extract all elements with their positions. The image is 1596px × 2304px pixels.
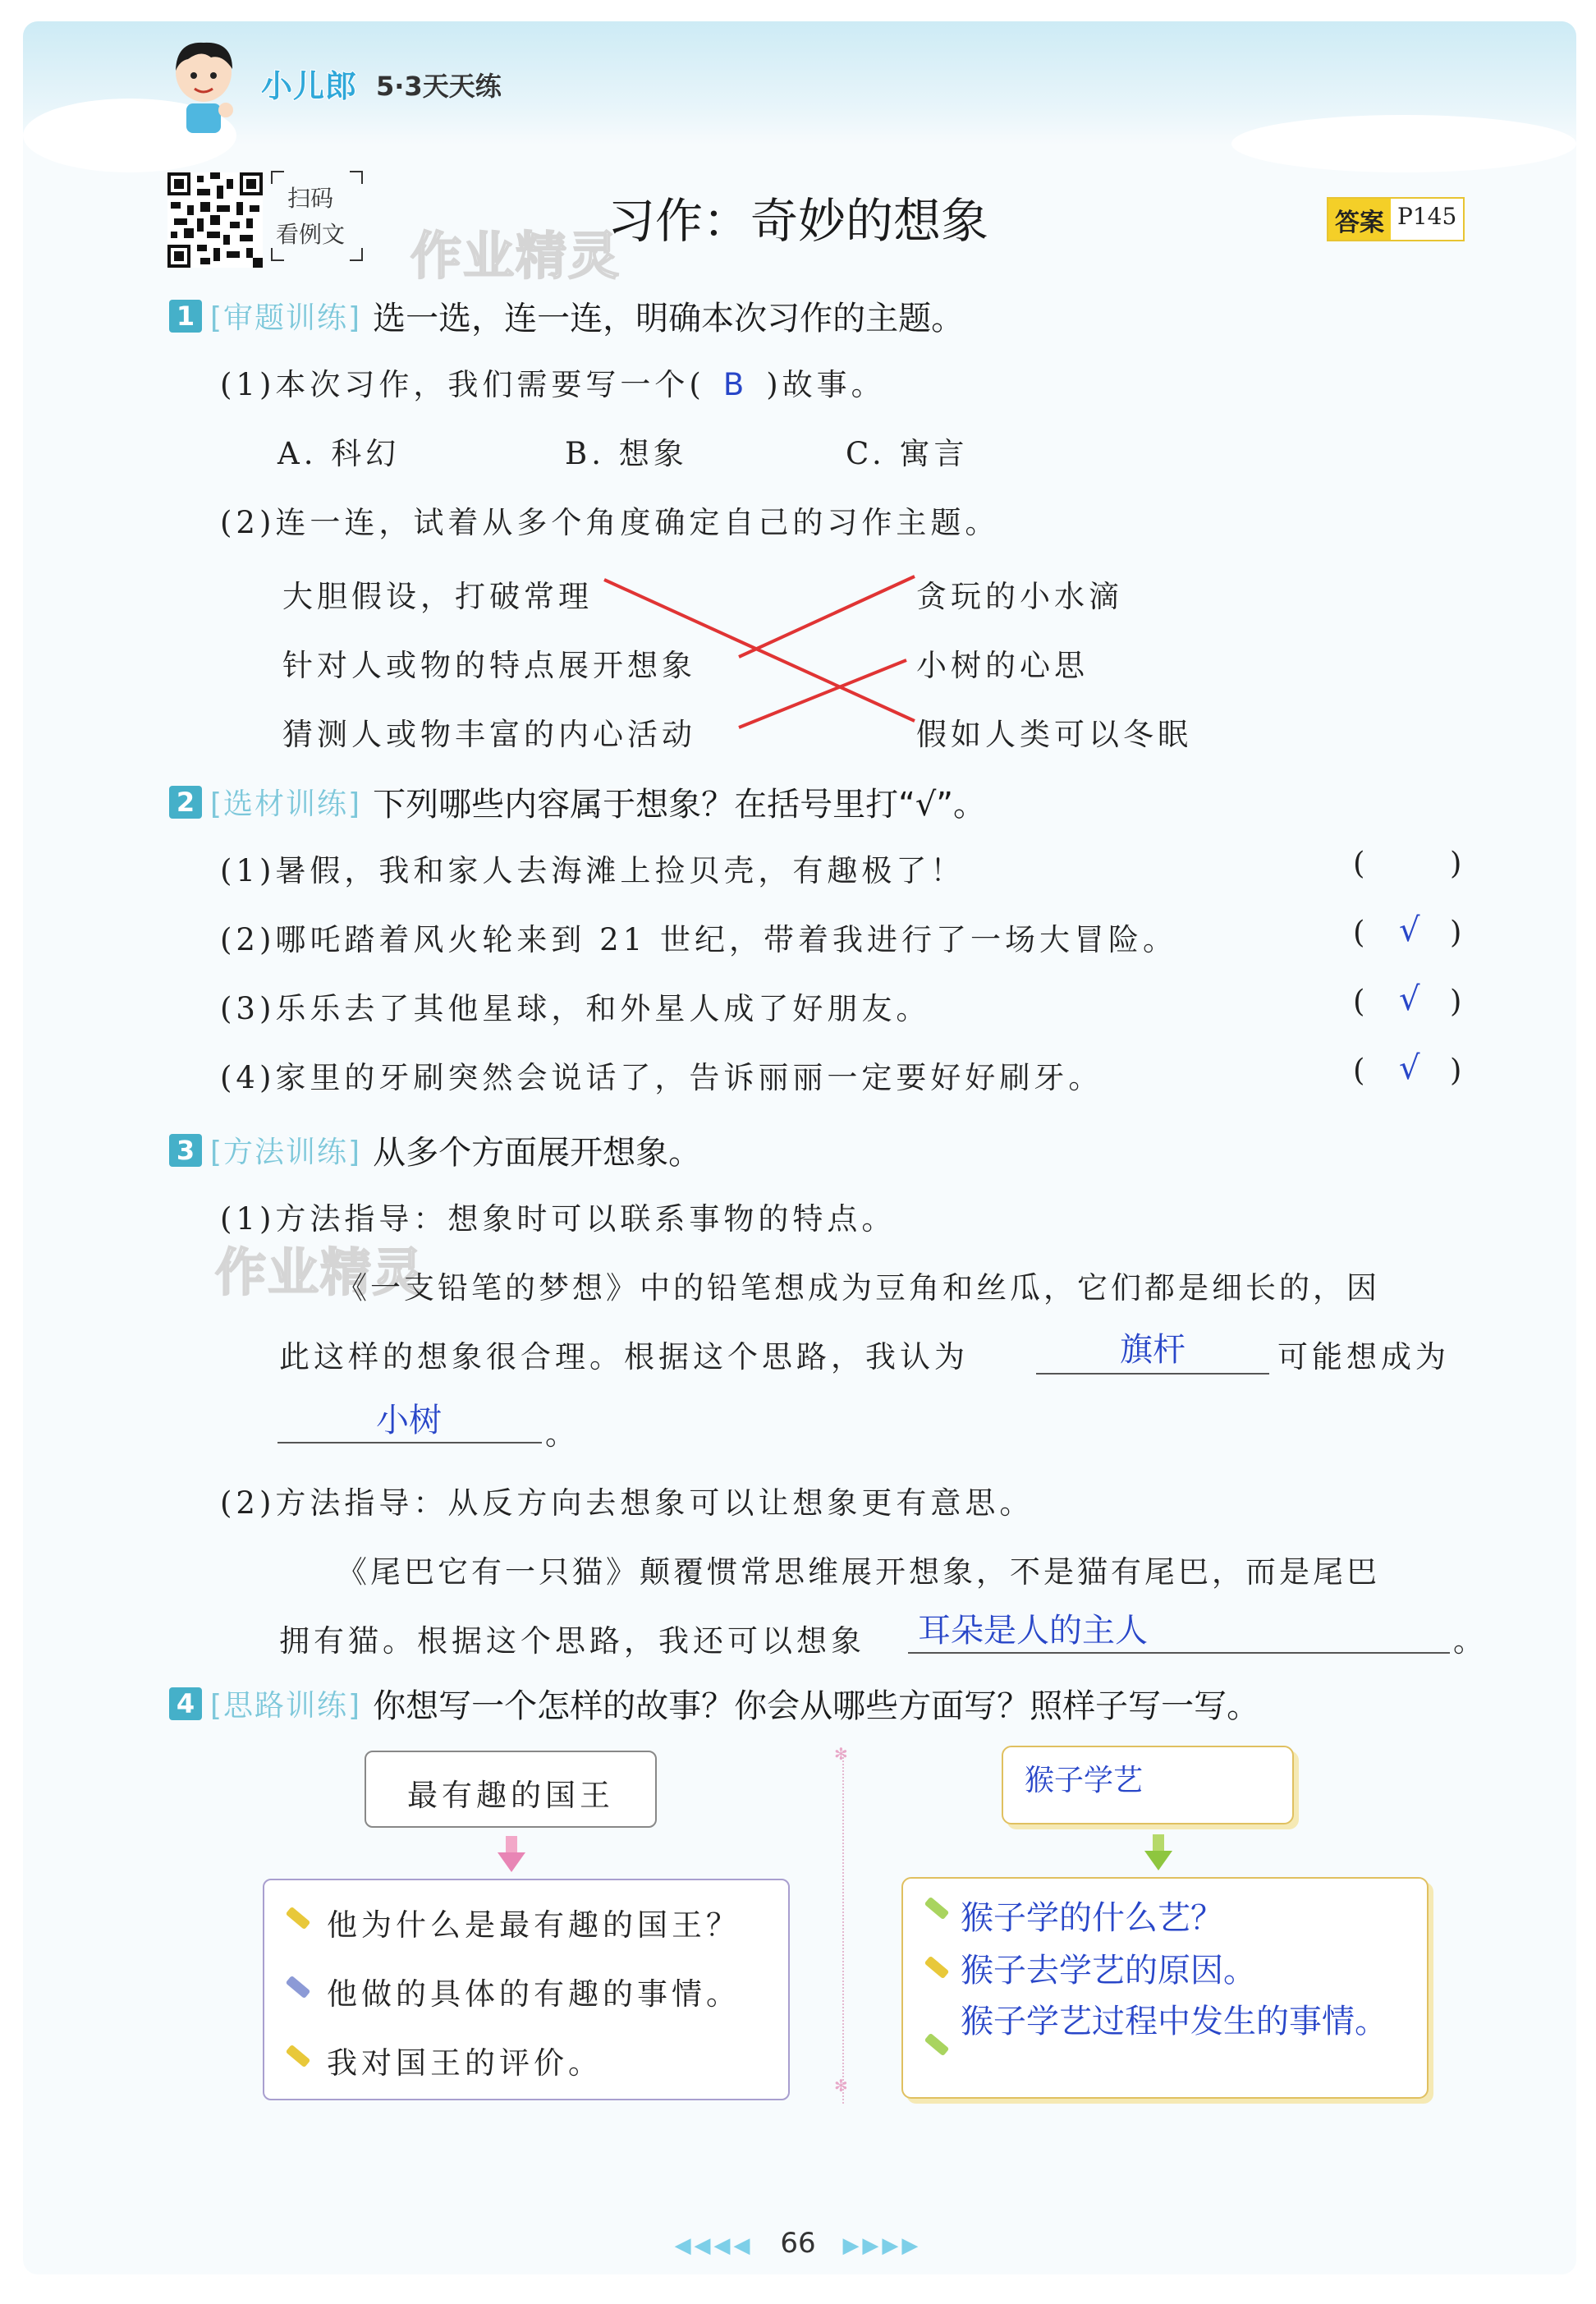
- watermark: 作业精灵: [410, 226, 621, 286]
- match-right-item[interactable]: 假如人类可以冬眠: [916, 717, 1192, 752]
- answer-parentheses[interactable]: (: [1353, 915, 1365, 950]
- example-points-box: [263, 1879, 790, 2100]
- question-1-1: (1)本次习作，我们需要写一个( B )故事。: [220, 367, 886, 402]
- method-guide-2: (2)方法指导：从反方向去想象可以让想象更有意思。: [220, 1485, 1034, 1521]
- handwritten-answer: 猴子学的什么艺？: [961, 1899, 1223, 1937]
- brand-logo: 小儿郎: [261, 68, 358, 104]
- answer-title-box[interactable]: [1002, 1746, 1294, 1824]
- match-left-item[interactable]: 大胆假设，打破常理: [282, 579, 593, 614]
- pencil-bullet-icon: [924, 1956, 950, 1979]
- section-instruction: 选一选，连一连，明确本次习作的主题。: [373, 300, 965, 337]
- answer-parentheses[interactable]: (: [1353, 984, 1365, 1019]
- match-left-item[interactable]: 猜测人或物丰富的内心活动: [282, 717, 696, 752]
- match-right-item[interactable]: 贪玩的小水滴: [916, 579, 1123, 614]
- example-point: 他为什么是最有趣的国王？: [327, 1907, 741, 1943]
- answer-parentheses: ): [1450, 846, 1462, 881]
- paragraph-line: 拥有猫。根据这个思路，我还可以想象: [279, 1623, 865, 1659]
- check-mark: √: [1399, 980, 1420, 1018]
- option-a: A. 科幻: [277, 436, 401, 471]
- answer-parentheses: ): [1450, 915, 1462, 950]
- section-4-header: [169, 1680, 1259, 1727]
- question-1-2: (2)连一连，试着从多个角度确定自己的习作主题。: [220, 505, 1000, 540]
- match-left-item[interactable]: 针对人或物的特点展开想象: [282, 648, 696, 683]
- pencil-bullet-icon: [286, 2045, 311, 2068]
- period: 。: [1453, 1623, 1488, 1659]
- watermark: 作业精灵: [215, 1242, 426, 1302]
- handwritten-answer: 猴子学艺过程中发生的事情。: [961, 2003, 1387, 2040]
- section-3-header: [169, 1127, 701, 1173]
- scan-line2: 看例文: [276, 221, 346, 248]
- match-right-item[interactable]: 小树的心思: [916, 648, 1089, 683]
- section-number: 3: [169, 1134, 202, 1167]
- dotted-divider: [842, 1751, 844, 2104]
- blank-line[interactable]: [1036, 1373, 1269, 1375]
- method-guide-1: (1)方法指导：想象时可以联系事物的特点。: [220, 1201, 897, 1237]
- right-arrows-icon: ▶▶▶▶: [842, 2233, 922, 2258]
- section-tag: [审题训练]: [210, 301, 362, 335]
- option-c: C. 寓言: [846, 436, 969, 471]
- match-line: [604, 580, 915, 721]
- section-tag: [方法训练]: [210, 1136, 362, 1169]
- paragraph-line: 此这样的想象很合理。根据这个思路，我认为: [279, 1339, 969, 1375]
- answer-parentheses: ): [1450, 984, 1462, 1019]
- section-instruction: 下列哪些内容属于想象？在括号里打“√”。: [373, 786, 987, 824]
- option-b: B. 想象: [565, 436, 688, 471]
- page-number: ◀◀◀◀ 66 ▶▶▶▶: [674, 2227, 922, 2260]
- star-decoration-icon: ✻: [834, 2076, 848, 2095]
- check-mark: √: [1399, 911, 1420, 949]
- section-number: 1: [169, 300, 202, 333]
- example-point: 他做的具体的有趣的事情。: [327, 1976, 741, 2012]
- example-title-box: [365, 1751, 657, 1828]
- paragraph-line: 《一支铅笔的梦想》中的铅笔想成为豆角和丝瓜，它们都是细长的，因: [337, 1270, 1380, 1306]
- handwritten-answer: B: [722, 367, 749, 402]
- example-point: 我对国王的评价。: [327, 2045, 603, 2081]
- blank-line[interactable]: [277, 1442, 542, 1443]
- answer-points-box[interactable]: [901, 1877, 1429, 2099]
- answer-parentheses: ): [1450, 1053, 1462, 1088]
- period: 。: [545, 1416, 580, 1452]
- pencil-bullet-icon: [924, 2033, 950, 2056]
- paragraph-line: 可能想成为: [1277, 1339, 1450, 1375]
- judge-item: (1)暑假，我和家人去海滩上捡贝壳，有趣极了！: [220, 853, 965, 888]
- judge-item: (2)哪吒踏着风火轮来到 21 世纪，带着我进行了一场大冒险。: [220, 922, 1178, 957]
- section-number: 2: [169, 786, 202, 819]
- handwritten-answer: 旗杆: [1120, 1331, 1186, 1369]
- answer-parentheses[interactable]: (: [1353, 846, 1365, 881]
- pencil-bullet-icon: [924, 1897, 950, 1920]
- pencil-bullet-icon: [286, 1976, 311, 1999]
- paragraph-line: 《尾巴它有一只猫》颠覆惯常思维展开想象，不是猫有尾巴，而是尾巴: [337, 1554, 1380, 1590]
- section-tag: [思路训练]: [210, 1689, 362, 1723]
- scan-line1: 扫码: [287, 185, 334, 212]
- page-title: 习作：奇妙的想象: [607, 193, 988, 249]
- answer-label: 答案: [1328, 199, 1391, 240]
- handwritten-answer: 耳朵是人的主人: [918, 1612, 1148, 1650]
- section-number: 4: [169, 1687, 202, 1720]
- match-line: [739, 660, 906, 727]
- handwritten-answer: 猴子学艺: [1025, 1764, 1144, 1797]
- section-instruction: 你想写一个怎样的故事？你会从哪些方面写？照样子写一写。: [373, 1687, 1260, 1725]
- example-title: 最有趣的国王: [407, 1778, 614, 1813]
- arrow-down-icon: [498, 1836, 525, 1874]
- section-instruction: 从多个方面展开想象。: [373, 1134, 702, 1172]
- blank-line[interactable]: [908, 1652, 1450, 1654]
- arrow-down-icon: [1144, 1834, 1172, 1872]
- pencil-bullet-icon: [286, 1907, 311, 1930]
- check-mark: √: [1399, 1049, 1420, 1087]
- handwritten-answer: 小树: [376, 1402, 442, 1439]
- matching-lines: [0, 0, 1596, 821]
- section-tag: [选材训练]: [210, 787, 362, 821]
- judge-item: (3)乐乐去了其他星球，和外星人成了好朋友。: [220, 991, 931, 1026]
- match-line: [739, 576, 915, 657]
- answer-parentheses[interactable]: (: [1353, 1053, 1365, 1088]
- left-arrows-icon: ◀◀◀◀: [674, 2233, 754, 2258]
- handwritten-answer: 猴子去学艺的原因。: [961, 1952, 1256, 1990]
- section-2-header: [169, 778, 986, 825]
- answer-page: P145: [1391, 199, 1463, 240]
- star-decoration-icon: ✻: [834, 1744, 848, 1764]
- judge-item: (4)家里的牙刷突然会说话了，告诉丽丽一定要好好刷牙。: [220, 1060, 1103, 1095]
- brand-series: 5·3天天练: [376, 71, 502, 102]
